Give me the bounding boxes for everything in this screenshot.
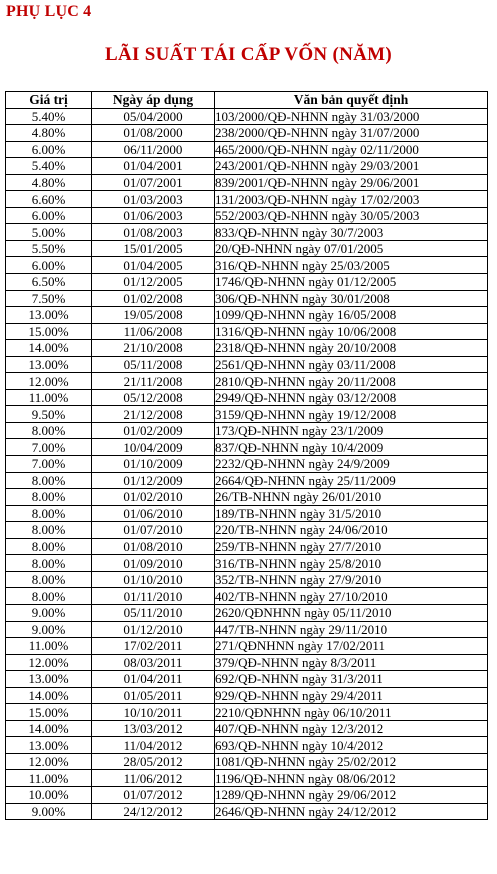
- decision-document-cell: 259/TB-NHNN ngày 27/7/2010: [215, 538, 488, 555]
- table-row: [6, 588, 488, 605]
- table-row: [6, 174, 488, 191]
- rate-cell: 8.00%: [6, 538, 92, 555]
- header-row: [6, 92, 488, 109]
- table-row: [6, 522, 488, 539]
- rate-cell: 4.80%: [6, 174, 92, 191]
- decision-document-cell: 693/QĐ-NHNN ngày 10/4/2012: [215, 737, 488, 754]
- rate-cell: 8.00%: [6, 489, 92, 506]
- decision-document-cell: 2949/QĐ-NHNN ngày 03/12/2008: [215, 389, 488, 406]
- decision-document-cell: 3159/QĐ-NHNN ngày 19/12/2008: [215, 406, 488, 423]
- decision-document-cell: 2664/QĐ-NHNN ngày 25/11/2009: [215, 472, 488, 489]
- table-row: [6, 373, 488, 390]
- decision-document-cell: 465/2000/QĐ-NHNN ngày 02/11/2000: [215, 141, 488, 158]
- decision-document-cell: 1196/QĐ-NHNN ngày 08/06/2012: [215, 770, 488, 787]
- decision-document-cell: 402/TB-NHNN ngày 27/10/2010: [215, 588, 488, 605]
- effective-date-cell: 01/07/2012: [92, 786, 215, 803]
- page-title: LÃI SUẤT TÁI CẤP VỐN (NĂM): [104, 44, 393, 65]
- table-row: [6, 737, 488, 754]
- effective-date-cell: 01/07/2001: [92, 174, 215, 191]
- table-row: [6, 770, 488, 787]
- table-row: [6, 191, 488, 208]
- effective-date-cell: 01/09/2010: [92, 555, 215, 572]
- table-row: [6, 274, 488, 291]
- decision-document-cell: 833/QĐ-NHNN ngày 30/7/2003: [215, 224, 488, 241]
- table-row: [6, 224, 488, 241]
- table-row: [6, 340, 488, 357]
- rate-cell: 6.50%: [6, 274, 92, 291]
- rate-cell: 10.00%: [6, 786, 92, 803]
- rate-cell: 8.00%: [6, 555, 92, 572]
- rate-cell: 11.00%: [6, 770, 92, 787]
- rate-cell: 8.00%: [6, 472, 92, 489]
- rate-cell: 6.00%: [6, 141, 92, 158]
- effective-date-cell: 01/02/2008: [92, 290, 215, 307]
- rate-cell: 7.00%: [6, 456, 92, 473]
- table-row: [6, 638, 488, 655]
- effective-date-cell: 10/10/2011: [92, 704, 215, 721]
- rate-cell: 12.00%: [6, 753, 92, 770]
- table-row: [6, 555, 488, 572]
- effective-date-cell: 01/12/2005: [92, 274, 215, 291]
- table-row: [6, 505, 488, 522]
- effective-date-cell: 01/02/2009: [92, 422, 215, 439]
- refinancing-rate-table: [5, 91, 488, 820]
- rate-cell: 8.00%: [6, 571, 92, 588]
- decision-document-cell: 173/QĐ-NHNN ngày 23/1/2009: [215, 422, 488, 439]
- effective-date-cell: 28/05/2012: [92, 753, 215, 770]
- effective-date-cell: 13/03/2012: [92, 720, 215, 737]
- effective-date-cell: 01/04/2005: [92, 257, 215, 274]
- decision-document-cell: 189/TB-NHNN ngày 31/5/2010: [215, 505, 488, 522]
- rate-cell: 9.00%: [6, 604, 92, 621]
- effective-date-cell: 17/02/2011: [92, 638, 215, 655]
- table-row: [6, 125, 488, 142]
- decision-document-cell: 131/2003/QĐ-NHNN ngày 17/02/2003: [215, 191, 488, 208]
- decision-document-cell: 243/2001/QĐ-NHNN ngày 29/03/2001: [215, 158, 488, 175]
- table-row: [6, 621, 488, 638]
- header-effective-date: Ngày áp dụng: [92, 92, 215, 109]
- rate-cell: 6.60%: [6, 191, 92, 208]
- rate-cell: 11.00%: [6, 638, 92, 655]
- effective-date-cell: 01/10/2010: [92, 571, 215, 588]
- rate-cell: 14.00%: [6, 720, 92, 737]
- decision-document-cell: 552/2003/QĐ-NHNN ngày 30/05/2003: [215, 207, 488, 224]
- rate-cell: 9.00%: [6, 803, 92, 820]
- rate-cell: 8.00%: [6, 505, 92, 522]
- table-row: [6, 654, 488, 671]
- table-row: [6, 108, 488, 125]
- decision-document-cell: 316/TB-NHNN ngày 25/8/2010: [215, 555, 488, 572]
- table-row: [6, 704, 488, 721]
- table-row: [6, 307, 488, 324]
- rate-cell: 7.50%: [6, 290, 92, 307]
- effective-date-cell: 21/11/2008: [92, 373, 215, 390]
- decision-document-cell: 692/QĐ-NHNN ngày 31/3/2011: [215, 671, 488, 688]
- effective-date-cell: 21/10/2008: [92, 340, 215, 357]
- effective-date-cell: 01/07/2010: [92, 522, 215, 539]
- table-row: [6, 753, 488, 770]
- decision-document-cell: 837/QĐ-NHNN ngày 10/4/2009: [215, 439, 488, 456]
- decision-document-cell: 220/TB-NHNN ngày 24/06/2010: [215, 522, 488, 539]
- rate-cell: 8.00%: [6, 522, 92, 539]
- effective-date-cell: 05/11/2010: [92, 604, 215, 621]
- rate-cell: 15.00%: [6, 323, 92, 340]
- table-row: [6, 439, 488, 456]
- table-row: [6, 158, 488, 175]
- table-header: [6, 92, 488, 109]
- table-row: [6, 406, 488, 423]
- effective-date-cell: 05/04/2000: [92, 108, 215, 125]
- table-row: [6, 803, 488, 820]
- rate-cell: 9.50%: [6, 406, 92, 423]
- rate-cell: 6.00%: [6, 207, 92, 224]
- rate-cell: 13.00%: [6, 737, 92, 754]
- decision-document-cell: 1746/QĐ-NHNN ngày 01/12/2005: [215, 274, 488, 291]
- effective-date-cell: 01/08/2000: [92, 125, 215, 142]
- rate-cell: 14.00%: [6, 340, 92, 357]
- table-row: [6, 671, 488, 688]
- table-body: [6, 108, 488, 820]
- decision-document-cell: 238/2000/QĐ-NHNN ngày 31/07/2000: [215, 125, 488, 142]
- rate-cell: 14.00%: [6, 687, 92, 704]
- rate-cell: 6.00%: [6, 257, 92, 274]
- decision-document-cell: 2318/QĐ-NHNN ngày 20/10/2008: [215, 340, 488, 357]
- rate-cell: 13.00%: [6, 307, 92, 324]
- header-decision-document: Văn bản quyết định: [215, 92, 488, 109]
- effective-date-cell: 01/02/2010: [92, 489, 215, 506]
- table-row: [6, 356, 488, 373]
- rate-cell: 9.00%: [6, 621, 92, 638]
- effective-date-cell: 01/10/2009: [92, 456, 215, 473]
- rate-cell: 11.00%: [6, 389, 92, 406]
- decision-document-cell: 2561/QĐ-NHNN ngày 03/11/2008: [215, 356, 488, 373]
- effective-date-cell: 01/03/2003: [92, 191, 215, 208]
- rate-cell: 5.40%: [6, 108, 92, 125]
- table-row: [6, 323, 488, 340]
- effective-date-cell: 11/04/2012: [92, 737, 215, 754]
- table-row: [6, 389, 488, 406]
- table-row: [6, 290, 488, 307]
- decision-document-cell: 2620/QĐNHNN ngày 05/11/2010: [215, 604, 488, 621]
- decision-document-cell: 352/TB-NHNN ngày 27/9/2010: [215, 571, 488, 588]
- effective-date-cell: 01/06/2010: [92, 505, 215, 522]
- effective-date-cell: 21/12/2008: [92, 406, 215, 423]
- table-row: [6, 604, 488, 621]
- effective-date-cell: 08/03/2011: [92, 654, 215, 671]
- rate-cell: 4.80%: [6, 125, 92, 142]
- table-row: [6, 207, 488, 224]
- decision-document-cell: 271/QĐNHNN ngày 17/02/2011: [215, 638, 488, 655]
- decision-document-cell: 1316/QĐ-NHNN ngày 10/06/2008: [215, 323, 488, 340]
- decision-document-cell: 447/TB-NHNN ngày 29/11/2010: [215, 621, 488, 638]
- decision-document-cell: 379/QĐ-NHNN ngày 8/3/2011: [215, 654, 488, 671]
- table-row: [6, 720, 488, 737]
- decision-document-cell: 26/TB-NHNN ngày 26/01/2010: [215, 489, 488, 506]
- table-row: [6, 571, 488, 588]
- decision-document-cell: 2810/QĐ-NHNN ngày 20/11/2008: [215, 373, 488, 390]
- effective-date-cell: 10/04/2009: [92, 439, 215, 456]
- rate-cell: 12.00%: [6, 654, 92, 671]
- rate-cell: 13.00%: [6, 671, 92, 688]
- rate-cell: 8.00%: [6, 422, 92, 439]
- table-row: [6, 141, 488, 158]
- effective-date-cell: 01/12/2009: [92, 472, 215, 489]
- table-row: [6, 472, 488, 489]
- table-row: [6, 456, 488, 473]
- effective-date-cell: 01/11/2010: [92, 588, 215, 605]
- effective-date-cell: 06/11/2000: [92, 141, 215, 158]
- decision-document-cell: 929/QĐ-NHNN ngày 29/4/2011: [215, 687, 488, 704]
- decision-document-cell: 1099/QĐ-NHNN ngày 16/05/2008: [215, 307, 488, 324]
- rate-cell: 13.00%: [6, 356, 92, 373]
- table-row: [6, 687, 488, 704]
- appendix-label: PHỤ LỤC 4: [6, 3, 92, 20]
- effective-date-cell: 05/11/2008: [92, 356, 215, 373]
- effective-date-cell: 11/06/2008: [92, 323, 215, 340]
- effective-date-cell: 01/05/2011: [92, 687, 215, 704]
- rate-cell: 5.50%: [6, 240, 92, 257]
- effective-date-cell: 11/06/2012: [92, 770, 215, 787]
- effective-date-cell: 01/08/2010: [92, 538, 215, 555]
- rate-cell: 12.00%: [6, 373, 92, 390]
- decision-document-cell: 103/2000/QĐ-NHNN ngày 31/03/2000: [215, 108, 488, 125]
- table-row: [6, 422, 488, 439]
- table-row: [6, 257, 488, 274]
- rate-cell: 5.00%: [6, 224, 92, 241]
- decision-document-cell: 1081/QĐ-NHNN ngày 25/02/2012: [215, 753, 488, 770]
- decision-document-cell: 2646/QĐ-NHNN ngày 24/12/2012: [215, 803, 488, 820]
- effective-date-cell: 24/12/2012: [92, 803, 215, 820]
- effective-date-cell: 19/05/2008: [92, 307, 215, 324]
- effective-date-cell: 01/06/2003: [92, 207, 215, 224]
- effective-date-cell: 01/04/2011: [92, 671, 215, 688]
- decision-document-cell: 2210/QĐNHNN ngày 06/10/2011: [215, 704, 488, 721]
- table-row: [6, 240, 488, 257]
- rate-cell: 8.00%: [6, 588, 92, 605]
- effective-date-cell: 01/04/2001: [92, 158, 215, 175]
- rate-cell: 15.00%: [6, 704, 92, 721]
- decision-document-cell: 306/QĐ-NHNN ngày 30/01/2008: [215, 290, 488, 307]
- effective-date-cell: 05/12/2008: [92, 389, 215, 406]
- decision-document-cell: 407/QĐ-NHNN ngày 12/3/2012: [215, 720, 488, 737]
- effective-date-cell: 01/08/2003: [92, 224, 215, 241]
- table-row: [6, 786, 488, 803]
- decision-document-cell: 839/2001/QĐ-NHNN ngày 29/06/2001: [215, 174, 488, 191]
- table-row: [6, 489, 488, 506]
- decision-document-cell: 1289/QĐ-NHNN ngày 29/06/2012: [215, 786, 488, 803]
- effective-date-cell: 15/01/2005: [92, 240, 215, 257]
- header-rate: Giá trị: [6, 92, 92, 109]
- decision-document-cell: 2232/QĐ-NHNN ngày 24/9/2009: [215, 456, 488, 473]
- decision-document-cell: 316/QĐ-NHNN ngày 25/03/2005: [215, 257, 488, 274]
- rate-cell: 7.00%: [6, 439, 92, 456]
- rate-cell: 5.40%: [6, 158, 92, 175]
- table-row: [6, 538, 488, 555]
- decision-document-cell: 20/QĐ-NHNN ngày 07/01/2005: [215, 240, 488, 257]
- effective-date-cell: 01/12/2010: [92, 621, 215, 638]
